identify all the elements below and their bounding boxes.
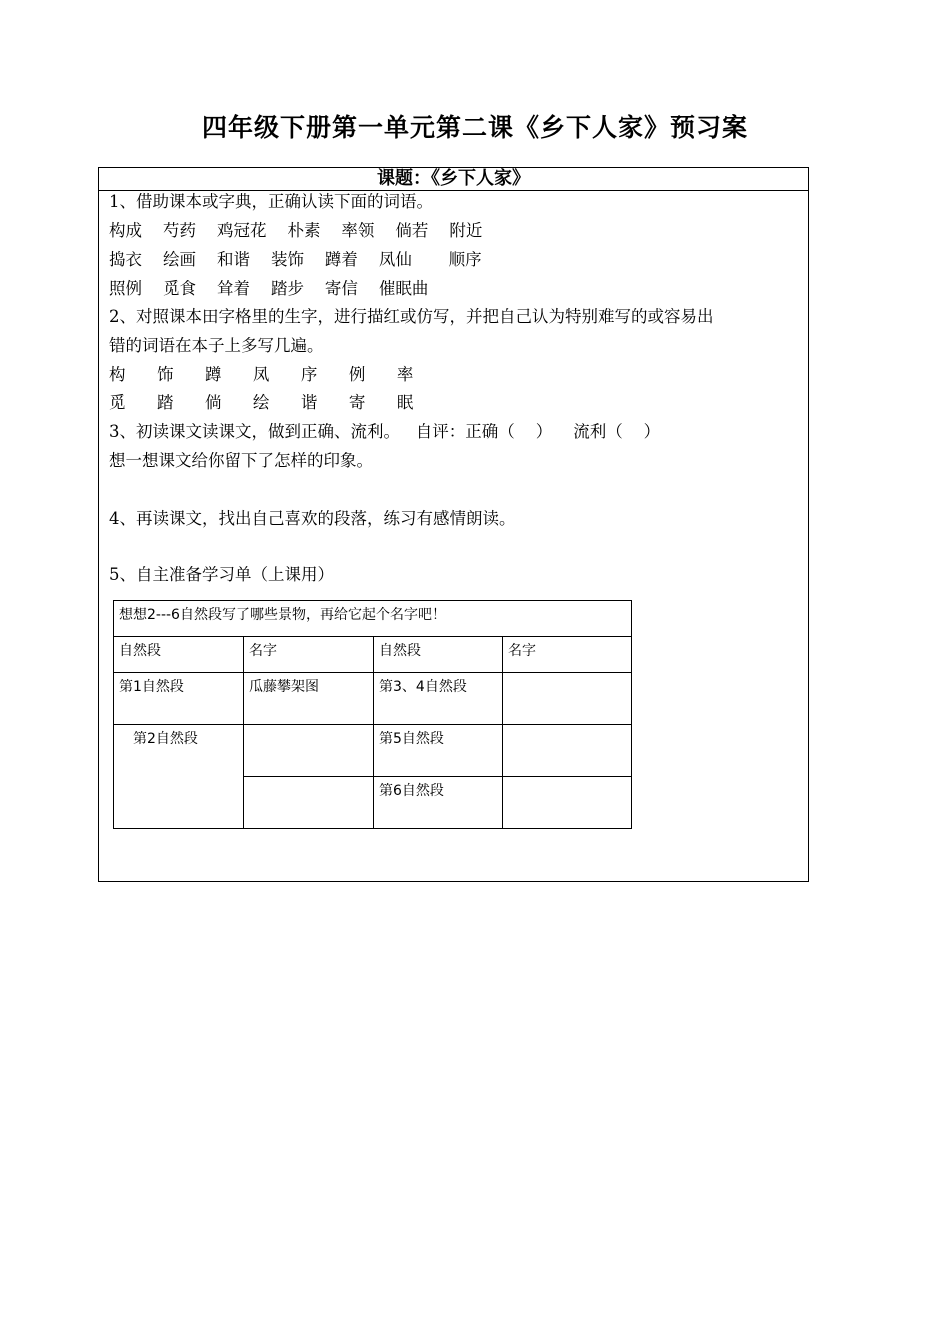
header-name-left: 名字 (244, 637, 374, 673)
study-table (113, 600, 632, 829)
answer-cell[interactable] (244, 777, 374, 829)
q1-words-row2: 捣衣 绘画 和谐 装饰 蹲着 凤仙 顺序 (109, 250, 482, 269)
header-name-right: 名字 (503, 637, 632, 673)
answer-cell[interactable] (503, 673, 632, 725)
answer-cell[interactable] (503, 725, 632, 777)
header-paragraph-left: 自然段 (114, 637, 244, 673)
q5-line: 5、自主准备学习单（上课用） (109, 565, 334, 584)
q1-words-row3: 照例 觅食 耸着 踏步 寄信 催眠曲 (109, 279, 429, 298)
table-cell: 第2自然段 (114, 725, 244, 829)
q1-prompt: 1、借助课本或字典，正确认读下面的词语。 (109, 192, 433, 211)
q2-prompt-line2: 错的词语在本子上多写几遍。 (109, 336, 324, 355)
table-cell: 第1自然段 (114, 673, 244, 725)
table-cell: 第5自然段 (374, 725, 503, 777)
lesson-frame (98, 167, 809, 882)
answer-cell[interactable] (244, 725, 374, 777)
q3-line1: 3、初读课文读课文，做到正确、流利。 自评：正确（ ） 流利（ ） (109, 422, 661, 441)
table-cell: 第3、4自然段 (374, 673, 503, 725)
table-cell: 第6自然段 (374, 777, 503, 829)
q2-prompt-line1: 2、对照课本田字格里的生字，进行描红或仿写，并把自己认为特别难写的或容易出 (109, 307, 714, 326)
answer-cell[interactable] (503, 777, 632, 829)
lesson-header: 课题：《乡下人家》 (99, 168, 808, 191)
q2-chars-row2: 觅 踏 倘 绘 谐 寄 眠 (109, 393, 414, 412)
q1-words-row1: 构成 芍药 鸡冠花 朴素 率领 倘若 附近 (109, 221, 483, 240)
study-table-caption: 想想2---6自然段写了哪些景物，再给它起个名字吧！ (114, 601, 632, 637)
table-cell: 瓜藤攀架图 (244, 673, 374, 725)
q2-chars-row1: 构 饰 蹲 凤 序 例 率 (109, 365, 414, 384)
q4-line: 4、再读课文，找出自己喜欢的段落，练习有感情朗读。 (109, 509, 516, 528)
header-paragraph-right: 自然段 (374, 637, 503, 673)
page-title: 四年级下册第一单元第二课《乡下人家》预习案 (201, 113, 748, 142)
q3-line2: 想一想课文给你留下了怎样的印象。 (109, 451, 373, 470)
